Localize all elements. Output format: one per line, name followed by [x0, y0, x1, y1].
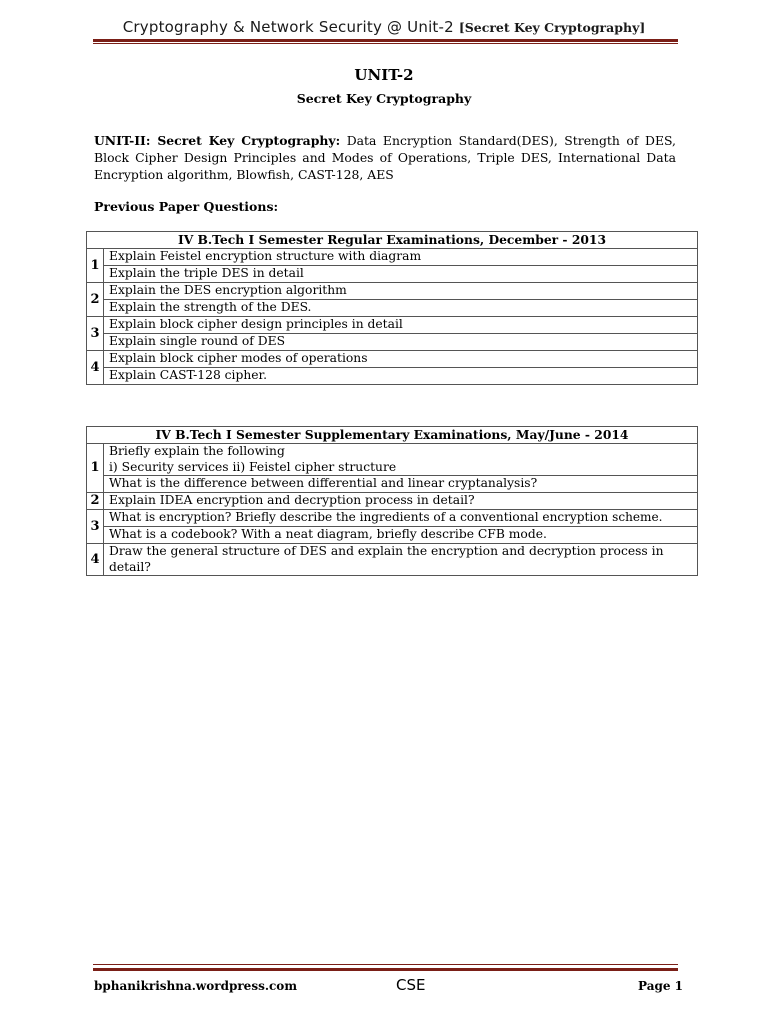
question-text: Explain Feistel encryption structure with diagram [104, 249, 698, 266]
footer-page-number: Page 1 [638, 979, 684, 993]
unit-subtitle: Secret Key Cryptography [296, 91, 472, 106]
footer-website: bphanikrishna.wordpress.com [94, 979, 298, 993]
syllabus-paragraph [94, 132, 676, 183]
question-number: 3 [87, 317, 104, 351]
question-text: Briefly explain the following i) Security services ii) Feistel cipher structure [104, 444, 698, 476]
question-number: 2 [87, 493, 104, 510]
footer-rule-thin [93, 964, 678, 965]
table-heading: IV B.Tech I Semester Supplementary Examinations, May/June - 2014 [87, 427, 698, 444]
question-text: Explain block cipher modes of operations [104, 351, 698, 368]
question-number: 4 [87, 544, 104, 576]
question-text: Explain CAST-128 cipher. [104, 368, 698, 385]
questions-table-2014 [86, 426, 698, 576]
page-header [0, 18, 768, 37]
question-text: Explain the DES encryption algorithm [104, 283, 698, 300]
header-title: Cryptography & Network Security @ Unit-2 [122, 18, 459, 36]
header-rule-thick [93, 39, 678, 42]
question-text: What is a codebook? With a neat diagram, briefly describe CFB mode. [104, 527, 698, 544]
table-heading: IV B.Tech I Semester Regular Examinations, December - 2013 [87, 232, 698, 249]
previous-questions-heading: Previous Paper Questions: [94, 199, 279, 214]
header-subtitle: [Secret Key Cryptography] [458, 20, 646, 35]
question-text: Explain block cipher design principles in detail [104, 317, 698, 334]
question-number: 2 [87, 283, 104, 317]
question-text: Explain single round of DES [104, 334, 698, 351]
question-text: Draw the general structure of DES and explain the encryption and decryption process in detail? [104, 544, 698, 576]
question-number: 1 [87, 249, 104, 283]
footer-rule-thick [93, 968, 678, 971]
header-rule-thin [93, 43, 678, 44]
question-text: Explain the strength of the DES. [104, 300, 698, 317]
question-text: What is the difference between differential and linear cryptanalysis? [104, 476, 698, 493]
question-text: What is encryption? Briefly describe the ingredients of a conventional encryption scheme. [104, 510, 698, 527]
question-number: 3 [87, 510, 104, 544]
question-text: Explain IDEA encryption and decryption process in detail? [104, 493, 698, 510]
syllabus-label: UNIT-II: Secret Key Cryptography: [94, 133, 341, 148]
question-number: 4 [87, 351, 104, 385]
question-number: 1 [87, 444, 104, 493]
footer-department: CSE [396, 976, 426, 994]
unit-title: UNIT-2 [354, 66, 414, 84]
questions-table-2013 [86, 231, 698, 385]
question-text: Explain the triple DES in detail [104, 266, 698, 283]
syllabus-text: Data Encryption Standard(DES), Strength of DES, Block Cipher Design Principles and Modes of Operations, Triple DES, International Data Encryption algorithm, Blowfish, CAST-128, AES [94, 133, 676, 182]
